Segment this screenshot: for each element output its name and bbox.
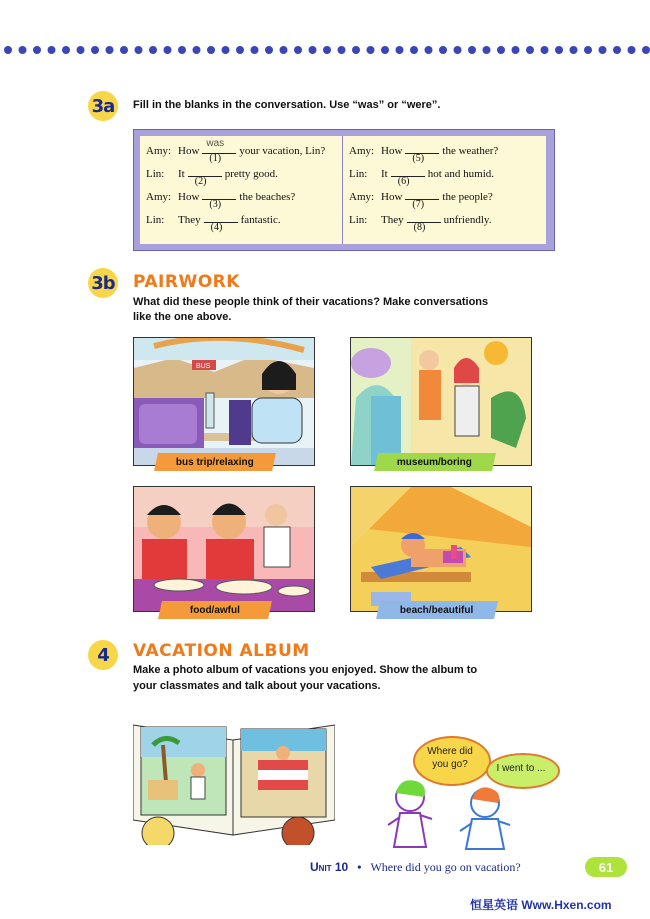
pairwork-title: PAIRWORK xyxy=(133,272,240,292)
food-illustration xyxy=(133,486,315,612)
footer-title: Where did you go on vacation? xyxy=(370,860,521,874)
border-dot xyxy=(396,46,404,54)
text-after: hot and humid. xyxy=(427,168,495,180)
border-dot xyxy=(555,46,563,54)
conversation-line xyxy=(349,188,546,211)
border-dot xyxy=(207,46,215,54)
section-3b-instruction-line1: What did these people think of their vacations? Make conversations xyxy=(133,296,489,308)
border-dot xyxy=(613,46,621,54)
border-dot xyxy=(381,46,389,54)
text-after: the weather? xyxy=(442,145,499,157)
text-after: unfriendly. xyxy=(443,214,492,226)
conversation-line xyxy=(146,165,342,188)
border-dot xyxy=(541,46,549,54)
answer-blank[interactable] xyxy=(204,211,238,233)
border-dot xyxy=(642,46,650,54)
section-4-instruction-line2: your classmates and talk about your vacations. xyxy=(133,680,381,692)
answer-blank[interactable] xyxy=(202,188,236,210)
section-3a-instruction: Fill in the blanks in the conversation. Use “was” or “were”. xyxy=(133,99,441,111)
speaker: Lin: xyxy=(349,214,368,226)
text-before: How xyxy=(178,191,200,203)
border-dot xyxy=(294,46,302,54)
border-dot xyxy=(120,46,128,54)
text-before: How xyxy=(381,145,403,157)
section-3b-instruction-line2: like the one above. xyxy=(133,311,232,323)
speaker: Amy: xyxy=(349,191,375,203)
speaker: Lin: xyxy=(146,214,165,226)
conversation-line xyxy=(349,211,546,234)
blank-answer: was xyxy=(206,138,225,149)
text-before: They xyxy=(381,214,404,226)
border-dot xyxy=(425,46,433,54)
border-dot xyxy=(483,46,491,54)
text-after: pretty good. xyxy=(224,168,278,180)
speaker: Amy: xyxy=(349,145,375,157)
conversation-line xyxy=(349,142,546,165)
blank-number: (6) xyxy=(397,176,410,187)
beach-illustration xyxy=(350,486,532,612)
conversation-line xyxy=(146,138,342,165)
bubble-i-went-to: I went to ... xyxy=(496,763,546,774)
speaker: Amy: xyxy=(146,191,172,203)
border-dot xyxy=(280,46,288,54)
border-dot xyxy=(352,46,360,54)
caption-beach: beach/beautiful xyxy=(376,601,498,619)
watermark: 恒星英语 Www.Hxen.com xyxy=(470,898,612,912)
conversation-left-column xyxy=(140,136,343,244)
border-dot xyxy=(251,46,259,54)
caption-food: food/awful xyxy=(158,601,272,619)
text-before: It xyxy=(178,168,185,180)
border-dot xyxy=(193,46,201,54)
blank-number: (5) xyxy=(412,153,425,164)
border-dot xyxy=(526,46,534,54)
border-dot xyxy=(265,46,273,54)
border-dot xyxy=(410,46,418,54)
border-dot xyxy=(439,46,447,54)
border-dot xyxy=(367,46,375,54)
section-3a-badge: 3a xyxy=(88,91,118,121)
answer-blank[interactable] xyxy=(202,138,236,164)
border-dot xyxy=(33,46,41,54)
blank-number: (4) xyxy=(210,222,223,233)
section-3b-badge: 3b xyxy=(88,268,118,298)
border-dot xyxy=(4,46,12,54)
text-after: fantastic. xyxy=(240,214,281,226)
bus-sign-text: BUS xyxy=(196,363,211,370)
blank-number: (2) xyxy=(194,176,207,187)
border-dot xyxy=(164,46,172,54)
border-dot xyxy=(236,46,244,54)
border-dot xyxy=(149,46,157,54)
text-after: your vacation, Lin? xyxy=(239,145,326,157)
text-after: the beaches? xyxy=(239,191,296,203)
border-dot xyxy=(91,46,99,54)
conversation-line xyxy=(146,211,342,234)
answer-blank[interactable] xyxy=(188,165,222,187)
footer-unit-title xyxy=(310,860,521,875)
border-dot xyxy=(497,46,505,54)
top-dotted-border xyxy=(0,44,650,56)
text-before: How xyxy=(178,145,200,157)
conversation-box xyxy=(133,129,555,251)
conversation-right-column xyxy=(343,136,546,244)
section-4-badge: 4 xyxy=(88,640,118,670)
footer-bullet: • xyxy=(357,860,362,874)
border-dot xyxy=(512,46,520,54)
blank-number: (3) xyxy=(209,199,222,210)
border-dot xyxy=(222,46,230,54)
border-dot xyxy=(454,46,462,54)
museum-illustration xyxy=(350,337,532,466)
text-before: They xyxy=(178,214,201,226)
text-after: the people? xyxy=(442,191,493,203)
border-dot xyxy=(468,46,476,54)
answer-blank[interactable] xyxy=(391,165,425,187)
blank-number: (1) xyxy=(209,153,222,164)
border-dot xyxy=(323,46,331,54)
caption-museum: museum/boring xyxy=(374,453,496,471)
border-dot xyxy=(48,46,56,54)
border-dot xyxy=(106,46,114,54)
border-dot xyxy=(338,46,346,54)
section-4-instruction-line1: Make a photo album of vacations you enjoyed. Show the album to xyxy=(133,664,478,676)
speaker: Lin: xyxy=(146,168,165,180)
speaker: Lin: xyxy=(349,168,368,180)
border-dot xyxy=(135,46,143,54)
talking-kids-illustration xyxy=(380,775,530,850)
answer-blank[interactable] xyxy=(405,188,439,210)
border-dot xyxy=(178,46,186,54)
conversation-line xyxy=(349,165,546,188)
bubble-line2: you go? xyxy=(432,759,468,770)
conversation-line xyxy=(146,188,342,211)
border-dot xyxy=(584,46,592,54)
text-before: It xyxy=(381,168,388,180)
border-dot xyxy=(77,46,85,54)
border-dot xyxy=(19,46,27,54)
text-before: How xyxy=(381,191,403,203)
bubble-line1: Where did xyxy=(427,746,473,757)
answer-blank[interactable] xyxy=(407,211,441,233)
blank-number: (7) xyxy=(412,199,425,210)
border-dot xyxy=(628,46,636,54)
border-dot xyxy=(599,46,607,54)
vacation-album-title: VACATION ALBUM xyxy=(133,641,310,661)
border-dot xyxy=(309,46,317,54)
answer-blank[interactable] xyxy=(405,142,439,164)
page-number: 61 xyxy=(585,857,627,877)
vacation-album-illustration xyxy=(133,705,335,845)
border-dot xyxy=(570,46,578,54)
footer-unit: Unit 10 xyxy=(310,860,349,874)
speaker: Amy: xyxy=(146,145,172,157)
bus-trip-illustration xyxy=(133,337,315,466)
caption-bus-trip: bus trip/relaxing xyxy=(154,453,276,471)
border-dot xyxy=(62,46,70,54)
blank-number: (8) xyxy=(413,222,426,233)
